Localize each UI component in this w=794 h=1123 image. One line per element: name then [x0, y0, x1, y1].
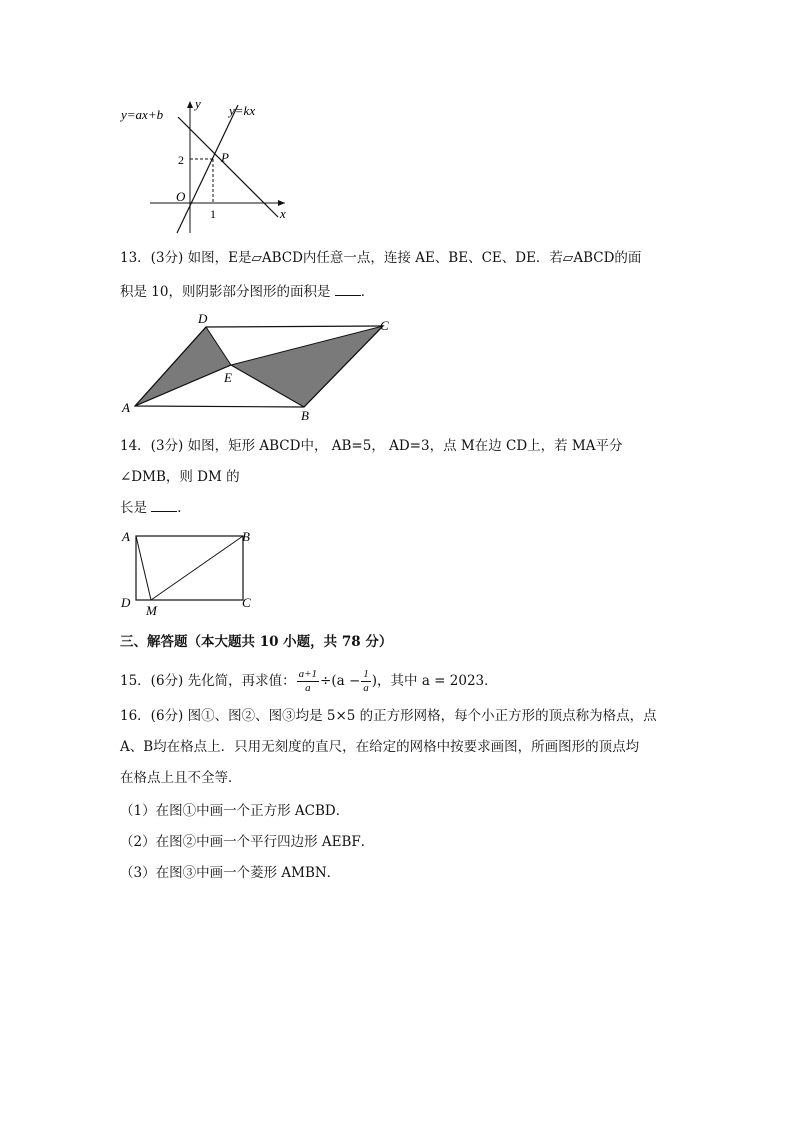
fig14-rectangle — [116, 525, 261, 620]
shaded-triangle-bce — [231, 326, 383, 407]
vertex-a: A — [122, 400, 130, 415]
q15-frac1-den: a — [305, 681, 311, 694]
q15-line — [120, 664, 498, 698]
q16-line1: 16．(6分) 图①、图②、图③均是 5×5 的正方形网格，每个小正方形的顶点称为格点，点 — [120, 708, 657, 724]
vertex-c: C — [380, 318, 389, 333]
q13-line2 — [120, 282, 374, 302]
q15-frac2-num: 1 — [363, 667, 369, 680]
rectangle-abcd — [136, 536, 243, 600]
segment-bm — [151, 536, 243, 600]
label-x: x — [280, 206, 286, 221]
q15-frac1-num: a+1 — [298, 667, 318, 680]
shaded-triangle-ade — [135, 327, 231, 406]
label-line-k: y=kx — [229, 103, 256, 118]
label-o: O — [176, 189, 186, 204]
q13-line1: 13．(3分) 如图，E是▱ABCD内任意一点，连接 AE、BE、CE、DE．若▱ABCD的面 — [120, 250, 642, 266]
q14-line3-text: 长是 — [120, 500, 147, 516]
vertex-c: C — [242, 595, 251, 610]
q15-fraction1 — [297, 668, 319, 695]
y-axis-arrow-icon — [187, 101, 193, 108]
q14-line3-end: ． — [177, 500, 191, 516]
q16-line3: 在格点上且不全等． — [120, 770, 242, 786]
vertex-m: M — [146, 603, 157, 618]
q16-sub1: （1）在图①中画一个正方形 ACBD． — [120, 803, 350, 819]
fig13-parallelogram — [118, 310, 408, 425]
vertex-e: E — [224, 370, 232, 385]
vertex-a: A — [122, 529, 130, 544]
label-line-ab: y=ax+b — [121, 107, 164, 122]
line-y-ax-b — [178, 117, 278, 217]
q14-answer-blank[interactable] — [151, 499, 177, 512]
label-y: y — [195, 96, 201, 111]
q15-frac2-den: a — [363, 681, 369, 694]
q16-line2: A、B均在格点上．只用无刻度的直尺，在给定的网格中按要求画图，所画图形的顶点均 — [120, 739, 640, 755]
q13-line2-text: 积是 10，则阴影部分图形的面积是 — [120, 284, 331, 300]
q16-sub3: （3）在图③中画一个菱形 AMBN． — [120, 865, 341, 881]
q15-fraction2 — [361, 668, 371, 695]
vertex-d: D — [198, 311, 208, 326]
q14-line3 — [120, 498, 191, 518]
label-p: P — [221, 150, 229, 165]
label-two: 2 — [178, 153, 184, 167]
vertex-b: B — [301, 408, 309, 423]
segment-am — [136, 536, 151, 600]
q15-div-open: ÷(a − — [320, 673, 361, 689]
fig12-coordinate-graph — [115, 95, 300, 240]
label-one: 1 — [210, 207, 216, 221]
q16-sub2: （2）在图②中画一个平行四边形 AEBF． — [120, 834, 375, 850]
q15-prefix: 15．(6分) 先化简，再求值： — [120, 673, 296, 689]
q15-close: )，其中 a = 2023． — [371, 673, 498, 689]
line-y-kx — [177, 105, 238, 233]
vertex-b: B — [242, 529, 250, 544]
q13-line2-end: ． — [360, 284, 375, 300]
q13-answer-blank[interactable] — [335, 283, 361, 296]
q14-line1: 14．(3分) 如图，矩形 ABCD中， AB=5， AD=3，点 M在边 CD上，若 MA平分 — [120, 438, 623, 454]
q14-line2: ∠DMB，则 DM 的 — [120, 469, 240, 485]
section3-title: 三、解答题（本大题共 10 小题，共 78 分） — [120, 634, 393, 650]
vertex-d: D — [121, 595, 131, 610]
